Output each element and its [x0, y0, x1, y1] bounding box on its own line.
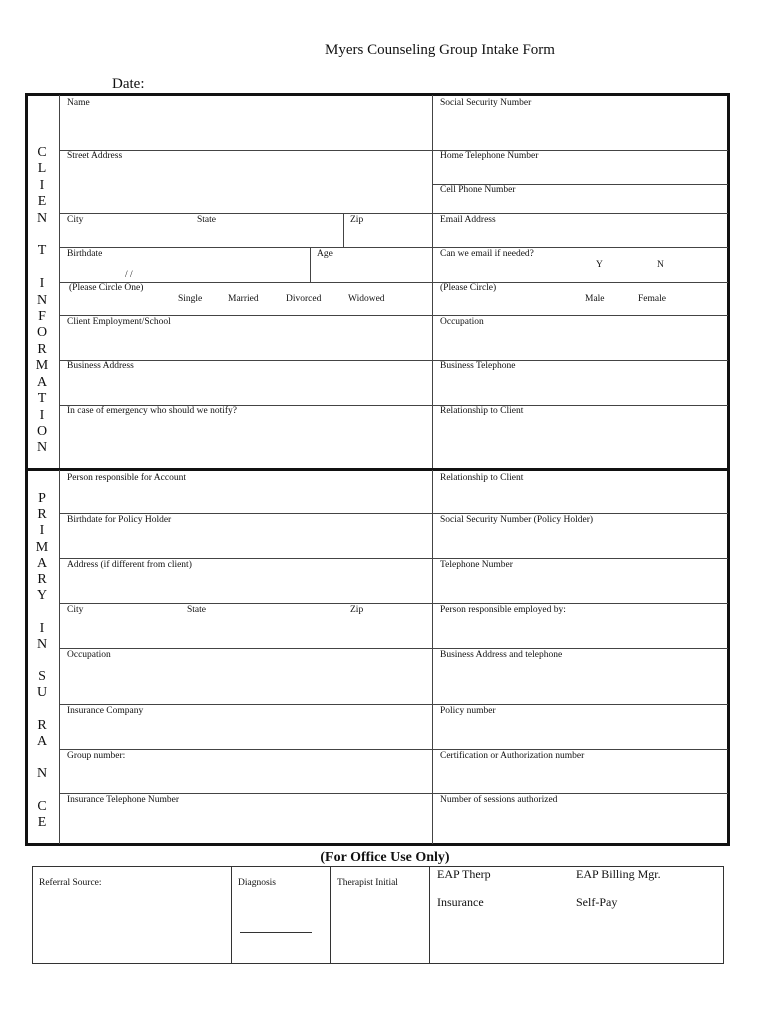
employment-field[interactable]: Client Employment/School — [67, 317, 171, 327]
insurance-vertical-letter: S — [38, 669, 46, 685]
holder-state-field[interactable]: State — [187, 605, 206, 615]
client-vertical-letter: N — [36, 292, 48, 308]
group-number-field[interactable]: Group number: — [67, 751, 126, 761]
client-vertical-letter: N — [36, 210, 48, 226]
email-permission-label: Can we email if needed? — [440, 249, 534, 259]
occupation-field[interactable]: Occupation — [440, 317, 484, 327]
marital-single-option[interactable]: Single — [178, 294, 203, 304]
diagnosis-field[interactable]: Diagnosis — [238, 878, 276, 888]
cell-phone-field[interactable]: Cell Phone Number — [440, 185, 516, 195]
insurance-company-field[interactable]: Insurance Company — [67, 706, 144, 716]
ssn-field[interactable]: Social Security Number — [440, 98, 532, 108]
therapist-initial-field[interactable]: Therapist Initial — [337, 878, 398, 888]
insurance-vertical-letter: N — [36, 636, 48, 652]
insurance-vertical-letter: E — [37, 815, 47, 831]
certification-field[interactable]: Certification or Authorization number — [440, 751, 585, 761]
responsible-relationship-field[interactable]: Relationship to Client — [440, 473, 524, 483]
email-field[interactable]: Email Address — [440, 215, 496, 225]
client-vertical-letter: C — [37, 145, 47, 160]
gender-circle-label: (Please Circle) — [440, 283, 497, 293]
insurance-vertical-letter: C — [37, 798, 47, 814]
insurance-side-divider — [59, 470, 60, 844]
insurance-vertical-letter: I — [39, 620, 45, 636]
client-vertical-letter: T — [37, 391, 47, 407]
insurance-vertical-letter — [27, 702, 57, 718]
zip-field[interactable]: Zip — [350, 215, 364, 225]
diagnosis-line — [240, 932, 312, 933]
client-vertical-letter: I — [39, 407, 45, 423]
business-phone-field[interactable]: Business Telephone — [440, 361, 516, 371]
holder-business-address-field[interactable]: Business Address and telephone — [440, 650, 563, 660]
marital-widowed-option[interactable]: Widowed — [348, 294, 385, 304]
holder-address-field[interactable]: Address (if different from client) — [67, 560, 192, 570]
age-field[interactable]: Age — [317, 249, 333, 259]
sessions-authorized-field[interactable]: Number of sessions authorized — [440, 795, 558, 805]
holder-telephone-field[interactable]: Telephone Number — [440, 560, 513, 570]
client-vertical-letter: N — [36, 440, 48, 456]
emergency-relationship-field[interactable]: Relationship to Client — [440, 406, 524, 416]
eap-billing-option[interactable]: EAP Billing Mgr. — [576, 867, 661, 881]
gender-female-option[interactable]: Female — [638, 294, 666, 304]
policy-number-field[interactable]: Policy number — [440, 706, 496, 716]
state-field[interactable]: State — [197, 215, 216, 225]
insurance-vertical-letter — [27, 653, 57, 669]
holder-ssn-field[interactable]: Social Security Number (Policy Holder) — [440, 515, 594, 525]
insurance-vertical-letter: R — [37, 507, 47, 523]
date-slashes: / / — [125, 270, 133, 280]
insurance-vertical-letter — [27, 750, 57, 766]
name-field[interactable]: Name — [67, 98, 90, 108]
client-vertical-letter: E — [37, 194, 47, 210]
email-no-option[interactable]: N — [657, 260, 664, 270]
client-vertical-letter: M — [35, 358, 49, 374]
client-vertical-letter: A — [36, 374, 48, 390]
insurance-vertical-letter: P — [38, 491, 46, 506]
marital-married-option[interactable]: Married — [228, 294, 259, 304]
insurance-vertical-letter: U — [36, 685, 48, 701]
insurance-vertical-letter: Y — [36, 588, 48, 604]
holder-zip-field[interactable]: Zip — [350, 605, 364, 615]
form-title: Myers Counseling Group Intake Form — [325, 42, 555, 58]
home-phone-field[interactable]: Home Telephone Number — [440, 151, 539, 161]
holder-birthdate-field[interactable]: Birthdate for Policy Holder — [67, 515, 172, 525]
holder-city-field[interactable]: City — [67, 605, 84, 615]
marital-circle-label: (Please Circle One) — [69, 283, 144, 293]
insurance-vertical-letter: R — [37, 572, 47, 588]
client-vertical-letter: I — [39, 276, 45, 292]
insurance-option[interactable]: Insurance — [437, 895, 484, 909]
client-vertical-letter: L — [37, 161, 47, 177]
client-vertical-letter — [27, 227, 57, 243]
insurance-vertical-letter: A — [36, 734, 48, 750]
client-vertical-letter: I — [39, 177, 45, 193]
client-vertical-letter: R — [37, 341, 47, 357]
insurance-vertical-letter: R — [37, 717, 47, 733]
client-vertical-letter — [27, 260, 57, 276]
city-field[interactable]: City — [67, 215, 84, 225]
client-vertical-letter: F — [38, 309, 46, 325]
date-label: Date: — [112, 76, 145, 92]
gender-male-option[interactable]: Male — [585, 294, 605, 304]
insurance-vertical-letter: M — [35, 539, 49, 555]
marital-divorced-option[interactable]: Divorced — [286, 294, 322, 304]
client-information-vertical-label — [27, 145, 57, 457]
office-use-title: (For Office Use Only) — [320, 850, 450, 865]
street-address-field[interactable]: Street Address — [67, 151, 123, 161]
client-vertical-letter: T — [37, 243, 47, 259]
business-address-field[interactable]: Business Address — [67, 361, 134, 371]
responsible-person-field[interactable]: Person responsible for Account — [67, 473, 186, 483]
holder-occupation-field[interactable]: Occupation — [67, 650, 111, 660]
insurance-vertical-letter: N — [36, 766, 48, 782]
holder-employer-field[interactable]: Person responsible employed by: — [440, 605, 566, 615]
insurance-vertical-letter — [27, 604, 57, 620]
insurance-vertical-letter: I — [39, 523, 45, 539]
eap-therp-option[interactable]: EAP Therp — [437, 867, 491, 881]
client-vertical-letter: O — [36, 423, 48, 439]
referral-source-field[interactable]: Referral Source: — [39, 878, 102, 888]
client-vertical-letter: O — [36, 325, 48, 341]
birthdate-field[interactable]: Birthdate — [67, 249, 103, 259]
self-pay-option[interactable]: Self-Pay — [576, 895, 618, 909]
primary-insurance-vertical-label — [27, 491, 57, 831]
email-yes-option[interactable]: Y — [596, 260, 603, 270]
insurance-vertical-letter: A — [36, 555, 48, 571]
insurance-column-divider — [432, 470, 433, 844]
insurance-phone-field[interactable]: Insurance Telephone Number — [67, 795, 180, 805]
insurance-vertical-letter — [27, 783, 57, 799]
emergency-contact-field[interactable]: In case of emergency who should we notify? — [67, 406, 237, 416]
